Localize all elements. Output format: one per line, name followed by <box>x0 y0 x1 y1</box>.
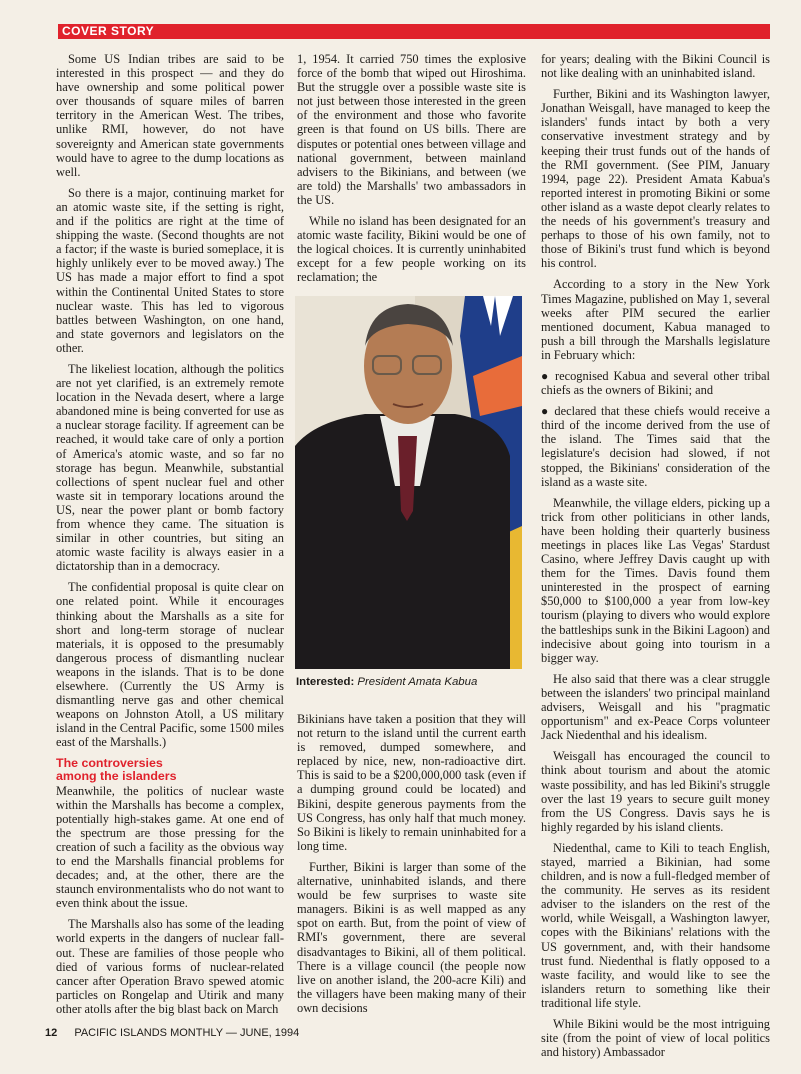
column-2-top <box>297 52 526 292</box>
caption-text: President Amata Kabua <box>357 676 478 688</box>
bullet-item <box>541 404 770 489</box>
bullet-item <box>541 369 770 397</box>
paragraph: Some US Indian tribes are said to be interested in this prospect — and they do have ownership and some political power over thousands of square miles of barren territory in the American West. The tribes, unlike RMI, however, do not have sovereignty and American state governments would have to agree to the dump locations as well. <box>56 52 284 179</box>
paragraph: According to a story in the New York Times Magazine, published on May 1, several weeks after PIM secured the earlier mentioned document, Kabua managed to push a bill through the Marshalls legislature in February which: <box>541 277 770 362</box>
paragraph: While Bikini would be the most intriguing site (from the point of view of local politics and history) Ambassador <box>541 1017 770 1060</box>
subheading-line-1: The controversies <box>56 755 163 770</box>
column-2-bottom <box>297 712 526 1022</box>
caption-label: Interested: <box>296 676 355 688</box>
paragraph: Weisgall has encouraged the council to think about tourism and about the atomic waste possibility, and has led Bikini's struggle over the last 19 years to secure guilt money from the US Congress. Davis says he is highly regarded by his island clients. <box>541 749 770 834</box>
section-banner <box>58 24 770 39</box>
publication-line: PACIFIC ISLANDS MONTHLY — JUNE, 1994 <box>74 1027 300 1039</box>
paragraph: He also said that there was a clear struggle between the islanders' two principal mainland advisers, Weisgall and his "pragmatic opportunism" and ex-Peace Corps volunteer Jack Niedenthal and his idealism. <box>541 671 770 743</box>
paragraph: So there is a major, continuing market for an atomic waste site, if the setting is right, and if the politics are right at the time of shipping the waste. (Second thoughts are not a factor; if the waste is buried someplace, it is highly unlikely ever to be moved away.) The US has made a major effort to find a spot within the Continental United States to store nuclear waste. This has led to vigorous battles between Washington, on one hand, and state governors and legislators on the other. <box>56 185 284 355</box>
bullet-text: recognised Kabua and several other tribal chiefs as the owners of Bikini; and <box>541 368 770 398</box>
bullet-icon: ● <box>541 404 550 419</box>
page-number: 12 <box>45 1027 58 1039</box>
subheading <box>56 757 284 783</box>
paragraph: Meanwhile, the politics of nuclear waste within the Marshalls has become a complex, potentially high-stakes game. At one end of the spectrum are those pressing for the creation of such a facility as the obvious way to end the Marshalls financial problems for decades; and, at the other, there are the staunch environmentalists who do not want to even think about the issue. <box>56 783 284 911</box>
paragraph: The likeliest location, although the politics are not yet clarified, is an extremely remote location in the Nevada desert, where a large abandoned mine is being converted for use as a nuclear storage facility. If agreement can be reached, it would take care of only a portion of America's atomic waste, and so far no storage has begun. Meanwhile, substantial collections of spent nuclear fuel and other waste sit in temporary locations around the US, near the power plant or bomb factory from whence they came. The situation is similar in other countries, but siting an atomic waste facility is always easier in a dictatorship than in a democracy. <box>56 361 284 574</box>
paragraph: Further, Bikini and its Washington lawyer, Jonathan Weisgall, have managed to keep the islanders' funds intact by both a very conservative investment strategy and by keeping their trust funds out of the hands of the RMI government. (See PIM, January 1994, page 22). President Amata Kabua's reported interest in promoting Bikini or some other island as a waste depot clearly relates to the needs of his government's treasury and perhaps to those of his own family, not to those of Bikini's trust fund which is beyond his control. <box>541 87 770 271</box>
portrait-image <box>295 296 522 669</box>
paragraph: Bikinians have taken a position that they will not return to the island until the current earth is removed, dumped somewhere, and replaced by nice, new, non-radioactive dirt. This is said to be a $200,000,000 task (even if a dumping ground could be located) and Bikini, despite generous payments from the US Congress, has only half that much money. So Bikini is likely to remain uninhabited for a long time. <box>297 712 526 853</box>
photo-caption <box>296 676 524 688</box>
column-3 <box>541 52 770 1066</box>
bullet-icon: ● <box>541 368 551 383</box>
paragraph: The Marshalls also has some of the leading world experts in the dangers of nuclear fall-out. These are families of those people who died of various forms of nuclear-related cancer after Operation Bravo spewed atomic particles on Rongelap and Utirik and many other atolls after the big blast back on March <box>56 917 284 1016</box>
bullet-text: declared that these chiefs would receive a third of the income derived from the use of the island. The Times said that the legislature's decision had slowed, if not stopped, the Bikinians' consideration of the island as a waste site. <box>541 404 771 489</box>
subheading-line-2: among the islanders <box>56 768 177 783</box>
column-1 <box>56 52 284 1023</box>
paragraph: for years; dealing with the Bikini Council is not like dealing with an uninhabited island. <box>541 52 770 81</box>
paragraph: Further, Bikini is larger than some of the alternative, uninhabited islands, and there would be few surprises to waste site managers. Bikini is as well mapped as any spot on earth. But, from the point of view of RMI's government, there are several disadvantages to Bikini, all of them political. There is a village council (the people now live on another island, the 200-acre Kili) and the villagers have been making many of their own decisions <box>297 859 526 1015</box>
section-label: COVER STORY <box>62 24 155 38</box>
paragraph: Niedenthal, came to Kili to teach English, stayed, married a Bikinian, had some children, and is now a full-fledged member of the community. He serves as its resident adviser to the islanders on the rest of the world, while Weisgall, a Washington lawyer, copes with the Bikinians' relations with the US government, and, with their handsome trust fund. Niedenthal is flatly opposed to a waste facility, and would like to see the islanders return to something like their traditional life style. <box>541 840 770 1010</box>
paragraph: The confidential proposal is quite clear on one related point. While it encourages thinking about the Marshalls as a site for short and long-term storage of nuclear materials, it is opposed to the presumably dangerous process of dismantling nuclear weapons in the islands. That is to be done elsewhere. (Currently the US Army is dismantling nerve gas and other chemical weapons on Johnston Atoll, a US military island in the Central Pacific, some 1500 miles east of the Marshalls.) <box>56 580 284 750</box>
paragraph: Meanwhile, the village elders, picking up a trick from other politicians in other lands, have been holding their quarterly business meetings in places like Las Vegas' Stardust Casino, where Jeffrey Davis caught up with them for the Times. Davis found them uninterested in the prospect of earning $50,000 to $100,000 a year from low-key tourism (playing to divers who would explore the battleships sunk in the Bikini Lagoon) and indecisive about going into tourism in a bigger way. <box>541 495 770 665</box>
paragraph: 1, 1954. It carried 750 times the explosive force of the bomb that wiped out Hiroshima. But the struggle over a possible waste site is not just between those interested in the green of the environment and those who favorite green is that found on US bills. There are disputes or potential ones between village and national government, between mainland advisers to the Bikinians, and between (we are told) the Marshalls' two ambassadors in the US. <box>297 52 526 207</box>
paragraph: While no island has been designated for an atomic waste facility, Bikini would be one of the logical choices. It is currently uninhabited except for a few people working on its reclamation; the <box>297 214 526 285</box>
portrait-photo <box>295 296 522 669</box>
page-footer <box>45 1027 299 1039</box>
